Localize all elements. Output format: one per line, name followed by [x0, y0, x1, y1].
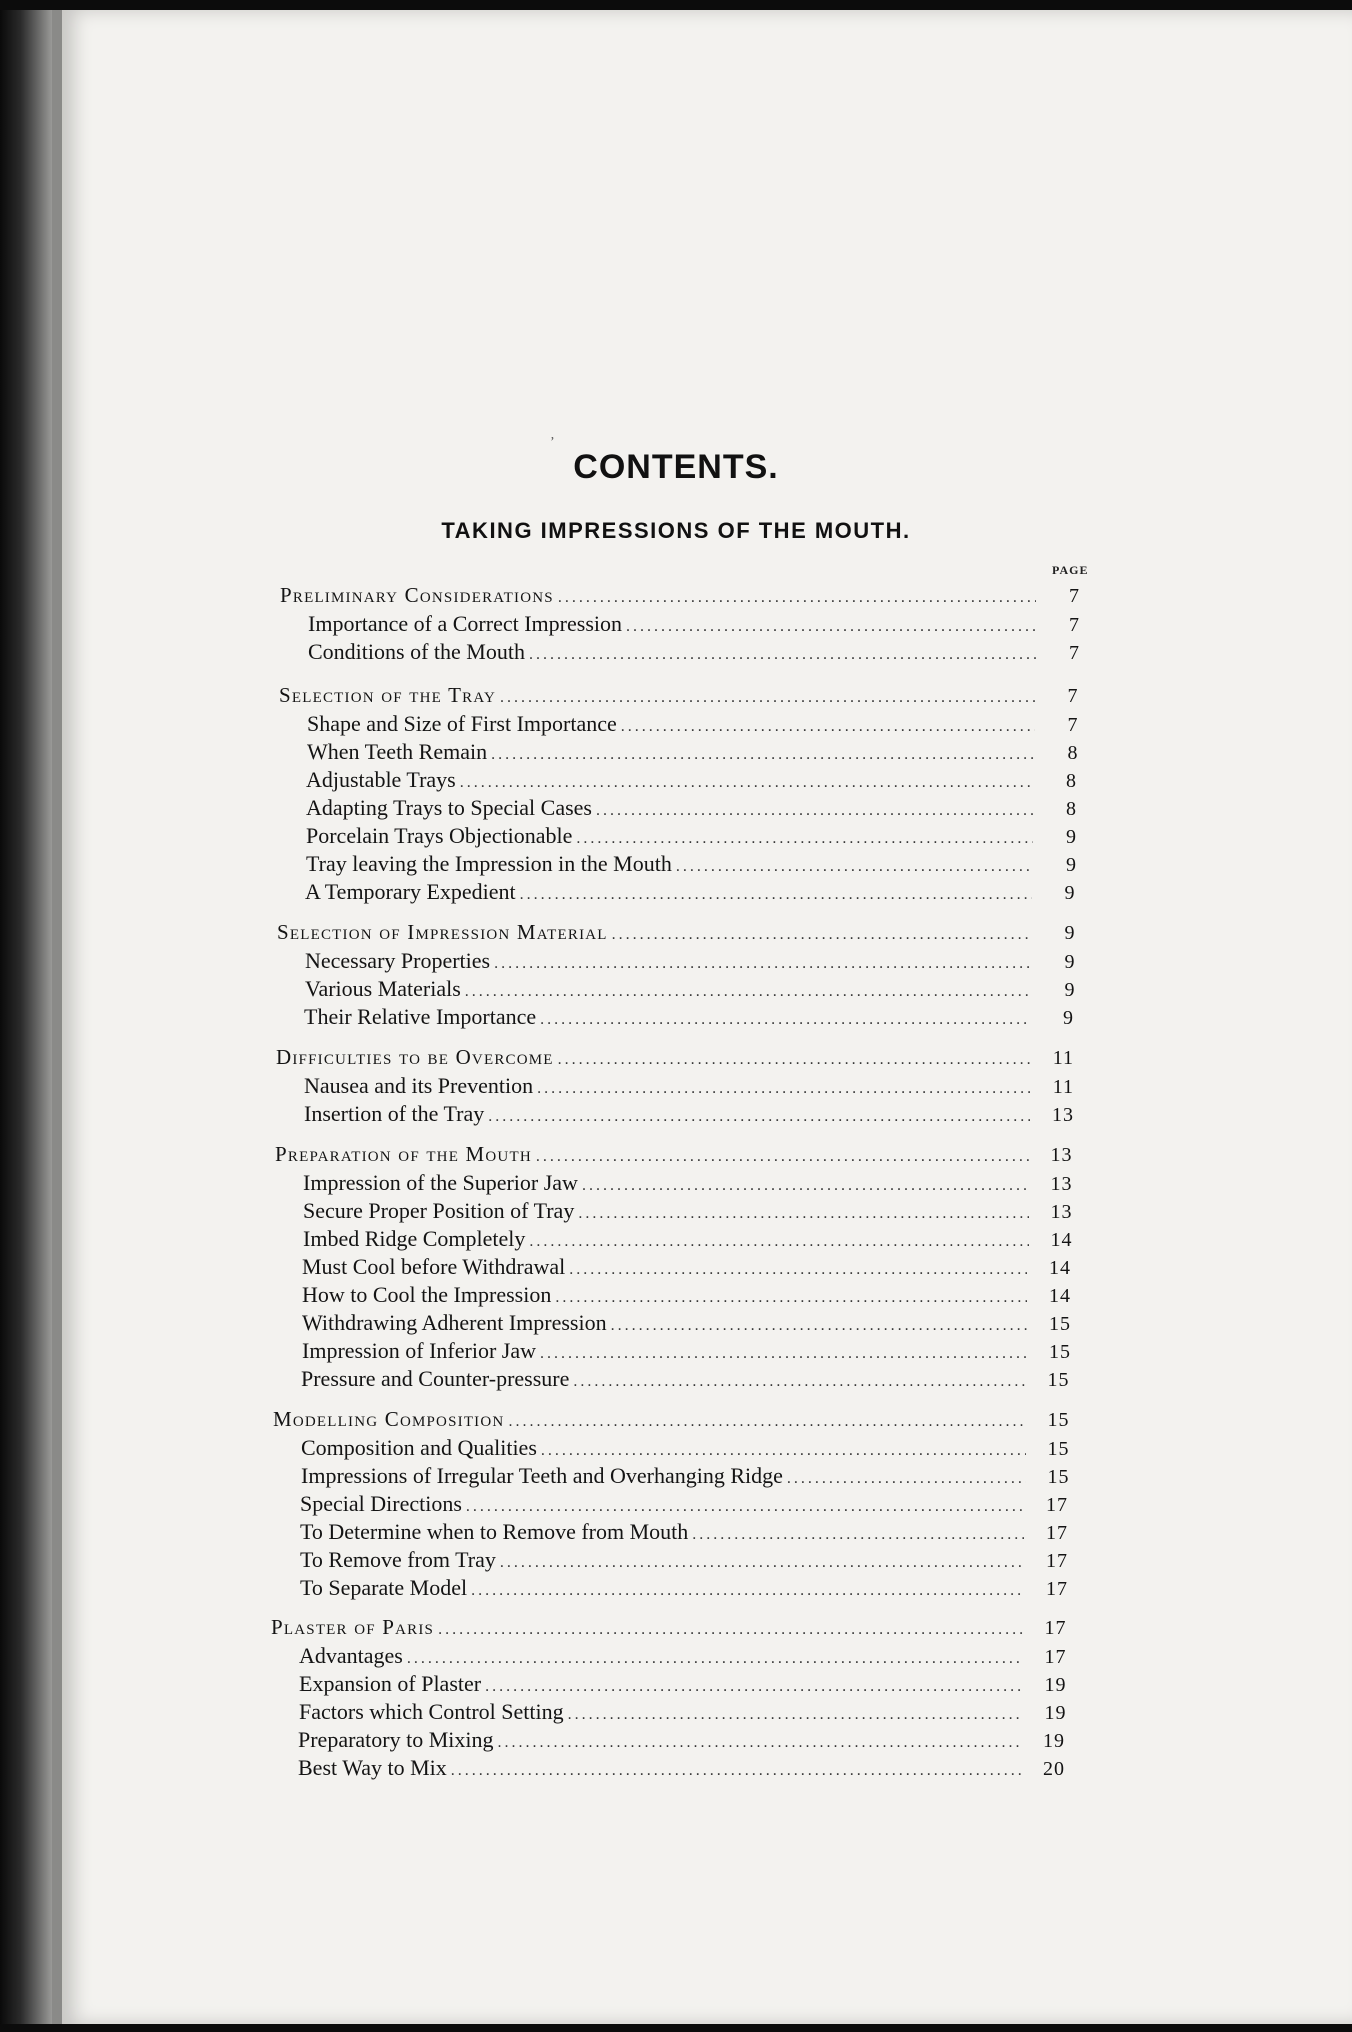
dot-leader [491, 746, 1034, 764]
toc-entry [278, 823, 1077, 851]
dot-leader [540, 1345, 1027, 1363]
dot-leader [540, 1011, 1030, 1029]
toc-page-number: 17 [1046, 1550, 1068, 1572]
toc-entry [271, 1643, 1067, 1671]
toc-subentry-title: Secure Proper Position of Tray [303, 1198, 575, 1223]
toc-entry [271, 1615, 1067, 1643]
toc-subentry-title: Nausea and its Prevention [304, 1073, 534, 1098]
contents-subtitle: TAKING IMPRESSIONS OF THE MOUTH. [441, 518, 911, 543]
toc-subentry-title: To Determine when to Remove from Mouth [300, 1519, 689, 1544]
dot-leader [536, 1148, 1029, 1166]
toc-page-number: 14 [1049, 1285, 1071, 1307]
dot-leader [488, 1108, 1030, 1126]
toc-subentry-title: Imbed Ridge Completely [303, 1226, 526, 1251]
dot-leader [612, 926, 1032, 944]
toc-subentry-title: Best Way to Mix [298, 1755, 447, 1780]
toc-subentry-title: Their Relative Importance [304, 1004, 537, 1029]
toc-entry [274, 1310, 1071, 1338]
toc-subentry-title: Importance of a Correct Impression [308, 611, 622, 636]
toc-page-number: 15 [1047, 1409, 1070, 1431]
toc-page-number: 14 [1050, 1229, 1073, 1251]
toc-subentry-title: Advantages [299, 1643, 403, 1668]
toc-subentry-title: Porcelain Trays Objectionable [306, 823, 573, 848]
toc-section-title: Difficulties to be Overcome [276, 1045, 554, 1069]
toc-entry [279, 739, 1079, 767]
dot-leader [573, 1373, 1025, 1391]
toc-page-number: 14 [1049, 1257, 1071, 1279]
toc-page-number: 9 [1066, 854, 1077, 876]
toc-entry [275, 1226, 1073, 1254]
toc-page-number: 13 [1050, 1201, 1073, 1223]
dot-leader [558, 589, 1036, 607]
toc-subentry-title: Impression of Inferior Jaw [302, 1338, 536, 1363]
toc-subentry-title: Various Materials [305, 976, 461, 1001]
toc-entry [271, 1671, 1067, 1699]
dot-leader [676, 858, 1033, 876]
toc-entry [272, 1547, 1068, 1575]
dot-leader [500, 1554, 1024, 1572]
toc-subentry-title: Insertion of the Tray [304, 1101, 485, 1126]
book-spine-edge [0, 10, 52, 2024]
toc-page-number: 7 [1067, 714, 1079, 736]
toc-entry [270, 1755, 1065, 1783]
toc-entry [280, 583, 1080, 611]
dot-leader [576, 830, 1033, 848]
toc-subentry-title: To Remove from Tray [300, 1547, 496, 1572]
toc-page-number: 7 [1069, 585, 1080, 607]
toc-section-title: Selection of Impression Material [277, 920, 608, 944]
toc-subentry-title: Factors which Control Setting [299, 1699, 564, 1724]
toc-entry [272, 1519, 1068, 1547]
toc-entry [280, 611, 1080, 639]
toc-page-number: 9 [1064, 979, 1076, 1001]
dot-leader [529, 646, 1036, 664]
dot-leader [596, 802, 1033, 820]
dot-leader [508, 1413, 1025, 1431]
toc-entry [272, 1575, 1068, 1603]
toc-entry [271, 1699, 1067, 1727]
toc-page-number: 15 [1047, 1369, 1070, 1391]
toc-entry [273, 1435, 1070, 1463]
toc-page-number: 7 [1069, 614, 1080, 636]
toc-entry [277, 976, 1076, 1004]
dot-leader [541, 1442, 1026, 1460]
toc-subentry-title: Adapting Trays to Special Cases [306, 795, 592, 820]
dot-leader [569, 1261, 1027, 1279]
dot-leader [407, 1650, 1023, 1668]
dot-leader [787, 1470, 1026, 1488]
toc-section-title: Modelling Composition [273, 1407, 505, 1431]
toc-section-title: Preparation of the Mouth [275, 1142, 532, 1166]
toc-subentry-title: To Separate Model [300, 1575, 468, 1600]
toc-entry [273, 1463, 1070, 1491]
toc-page-number: 8 [1066, 770, 1077, 792]
dot-leader [621, 718, 1035, 736]
dot-leader [498, 1734, 1021, 1752]
toc-page-number: 19 [1044, 1702, 1067, 1724]
toc-subentry-title: Must Cool before Withdrawal [302, 1254, 566, 1279]
toc-page-number: 15 [1049, 1313, 1071, 1335]
toc-page-number: 9 [1064, 882, 1076, 904]
dot-leader [626, 618, 1036, 636]
toc-entry [277, 920, 1076, 948]
toc-page-number: 19 [1043, 1730, 1065, 1752]
toc-entry [276, 1073, 1074, 1101]
toc-entry [275, 1170, 1073, 1198]
toc-entry [276, 1004, 1074, 1032]
toc-page-number: 9 [1064, 922, 1076, 944]
toc-entry [273, 1407, 1070, 1435]
toc-entry [274, 1282, 1071, 1310]
toc-subentry-title: Withdrawing Adherent Impression [302, 1310, 607, 1335]
dot-leader [466, 1498, 1024, 1516]
toc-entry [279, 683, 1079, 711]
toc-entry [276, 1045, 1074, 1073]
toc-entry [278, 851, 1077, 879]
dot-leader [582, 1177, 1029, 1195]
toc-page-number: 13 [1050, 1144, 1073, 1166]
dot-leader [568, 1706, 1023, 1724]
toc-entry [278, 767, 1077, 795]
toc-subentry-title: Special Directions [300, 1491, 462, 1516]
toc-entry [273, 1366, 1070, 1394]
toc-subentry-title: Shape and Size of First Importance [307, 711, 617, 736]
toc-section-title: Selection of the Tray [279, 683, 497, 707]
toc-page-number: 17 [1046, 1578, 1068, 1600]
dot-leader [485, 1678, 1022, 1696]
toc-subentry-title: Adjustable Trays [306, 767, 456, 792]
dot-leader [529, 1233, 1028, 1251]
dot-leader [471, 1582, 1024, 1600]
toc-subentry-title: Preparatory to Mixing [298, 1727, 494, 1752]
toc-subentry-title: Necessary Properties [305, 948, 491, 973]
dot-leader [438, 1621, 1022, 1639]
toc-entry [275, 1142, 1073, 1170]
dot-leader [611, 1317, 1027, 1335]
toc-page-number: 17 [1046, 1494, 1068, 1516]
toc-entry [277, 879, 1076, 907]
dot-leader [451, 1762, 1021, 1780]
dot-leader [578, 1205, 1028, 1223]
toc-subentry-title: When Teeth Remain [307, 739, 488, 764]
toc-subentry-title: Pressure and Counter-pressure [301, 1366, 570, 1391]
toc-page-number: 7 [1067, 685, 1079, 707]
toc-entry [274, 1338, 1071, 1366]
toc-section-title: Preliminary Considerations [280, 583, 554, 607]
toc-subentry-title: How to Cool the Impression [302, 1282, 552, 1307]
toc-subentry-title: Composition and Qualities [301, 1435, 537, 1460]
toc-page-number: 15 [1047, 1466, 1070, 1488]
toc-subentry-title: Impression of the Superior Jaw [303, 1170, 578, 1195]
page-column-label: PAGE [1052, 563, 1089, 577]
toc-subentry-title: Expansion of Plaster [299, 1671, 482, 1696]
toc-subentry-title: A Temporary Expedient [305, 879, 516, 904]
toc-page-number: 17 [1046, 1522, 1068, 1544]
toc-entry [276, 1101, 1074, 1129]
toc-section-title: Plaster of Paris [271, 1615, 435, 1639]
toc-page-number: 9 [1066, 826, 1077, 848]
toc-subentry-title: Tray leaving the Impression in the Mouth [306, 851, 672, 876]
toc-page-number: 11 [1052, 1076, 1074, 1098]
toc-page-number: 20 [1043, 1758, 1065, 1780]
toc-page-number: 8 [1067, 742, 1079, 764]
toc-entry [272, 1491, 1068, 1519]
toc-entry [274, 1254, 1071, 1282]
toc-page-number: 17 [1044, 1617, 1067, 1639]
toc-entry [275, 1198, 1073, 1226]
toc-page-number: 7 [1069, 642, 1080, 664]
toc-entry [270, 1727, 1065, 1755]
dot-leader [692, 1526, 1024, 1544]
toc-page-number: 9 [1064, 951, 1076, 973]
toc-page-number: 13 [1052, 1104, 1074, 1126]
toc-page-number: 17 [1044, 1646, 1067, 1668]
toc-subentry-title: Impressions of Irregular Teeth and Overhanging Ridge [301, 1463, 783, 1488]
toc-page-number: 8 [1066, 798, 1077, 820]
toc-page-number: 11 [1052, 1047, 1074, 1069]
toc-page-number: 15 [1049, 1341, 1071, 1363]
toc-page-number: 15 [1047, 1438, 1070, 1460]
dot-leader [520, 886, 1032, 904]
dot-leader [465, 983, 1032, 1001]
toc-entry [277, 948, 1076, 976]
toc-entry [278, 795, 1077, 823]
toc-entry [279, 711, 1079, 739]
toc-page-number: 13 [1050, 1173, 1073, 1195]
dot-leader [537, 1080, 1030, 1098]
toc-page-number: 19 [1044, 1674, 1067, 1696]
dot-leader [500, 689, 1034, 707]
toc-page-number: 9 [1063, 1007, 1074, 1029]
dot-leader [494, 955, 1031, 973]
dot-leader [558, 1051, 1030, 1069]
dot-leader [555, 1289, 1027, 1307]
toc-entry [280, 639, 1080, 667]
contents-title: CONTENTS. [573, 448, 779, 486]
dot-leader [460, 774, 1033, 792]
stray-mark: ʼ [550, 435, 555, 450]
toc-subentry-title: Conditions of the Mouth [308, 639, 525, 664]
